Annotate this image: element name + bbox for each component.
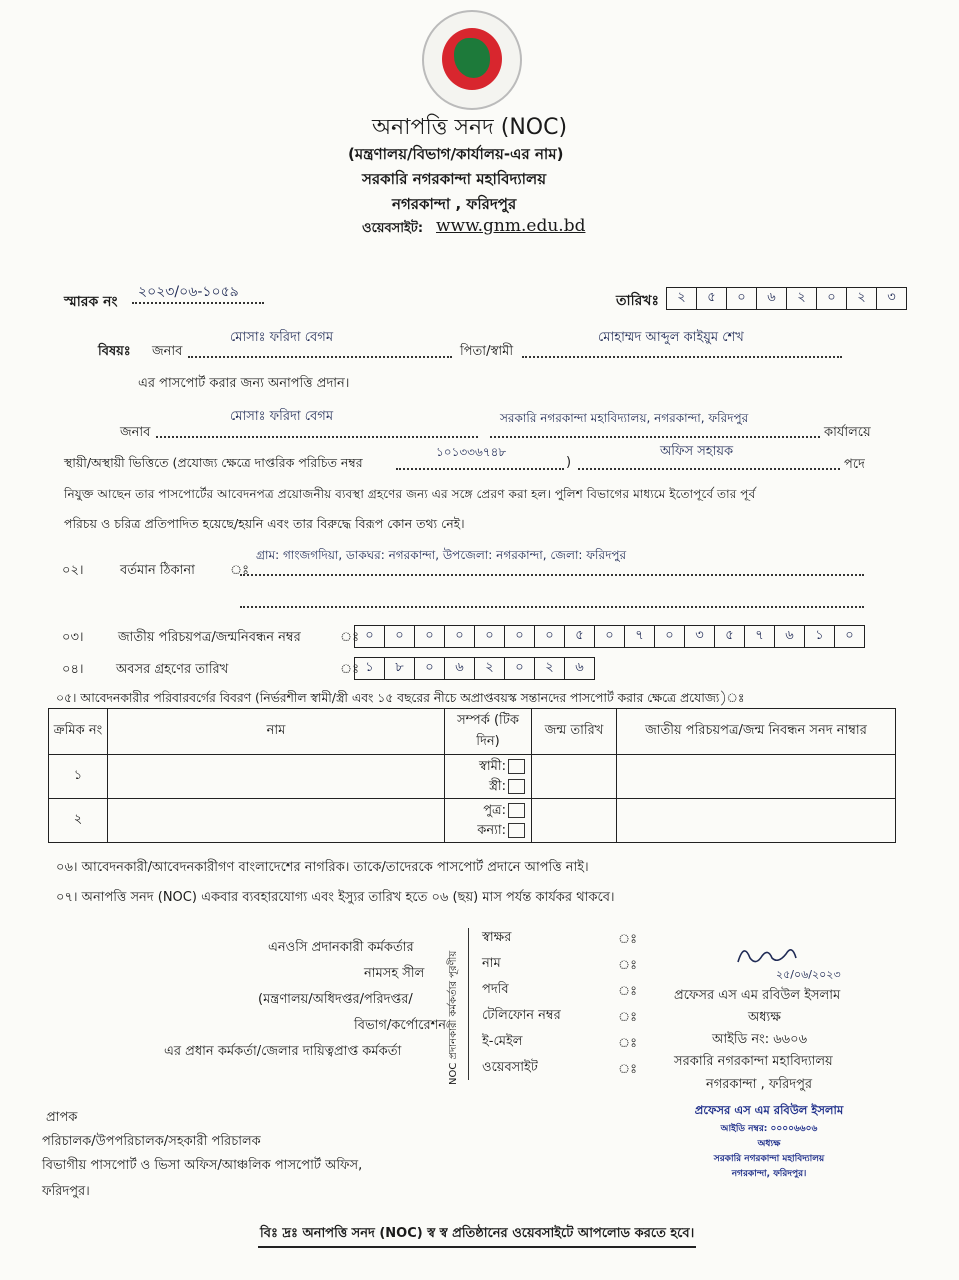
nid-digit: ৫ — [565, 626, 595, 647]
retire-digit: ২ — [475, 658, 505, 679]
field-designation: পদবি — [482, 982, 509, 997]
recipient-l1: পরিচালক/উপপরিচালক/সহকারী পরিচালক — [42, 1134, 261, 1149]
officer-l4: বিভাগ/কর্পোরেশন — [354, 1018, 447, 1033]
office-suffix: কার্যালয়ে — [824, 425, 871, 440]
ref-label: স্মারক নং — [64, 294, 118, 310]
date-digit: ২ — [787, 288, 817, 309]
table-row: ১ স্বামী: স্ত্রী: — [49, 755, 896, 799]
date-digit: ৬ — [757, 288, 787, 309]
official-stamp: প্রফেসর এস এম রবিউল ইসলাম আইডি নম্বর: ০০০০৬৬০৬ অধ্যক্ষ সরকারি নগরকান্দা মহাবিদ্যালয় নগরকান্দা, ফরিদপুর। — [694, 1103, 844, 1179]
body-office: সরকারি নগরকান্দা মহাবিদ্যালয়, নগরকান্দা, ফরিদপুর — [500, 411, 749, 425]
line2-suffix: পদে — [844, 457, 865, 472]
website-label: ওয়েবসাইট: — [362, 221, 424, 236]
note-06: ০৬। আবেদনকারী/আবেদনকারীগণ বাংলাদেশের নাগরিক। তাকে/তাদেরকে পাসপোর্ট প্রদানে আপত্তি নাই। — [56, 860, 589, 875]
retire-digit: ৬ — [445, 658, 475, 679]
subject-suffix: এর পাসপোর্ট করার জন্য অনাপত্তি প্রদান। — [138, 376, 350, 391]
field-phone: টেলিফোন নম্বর — [482, 1008, 561, 1023]
body-line2: স্থায়ী/অস্থায়ী ভিত্তিতে (প্রযোজ্য ক্ষেত্রে দাপ্তরিক পরিচিত নম্বর — [64, 455, 363, 470]
retire-digit: ০ — [415, 658, 445, 679]
nid-digit: ৫ — [715, 626, 745, 647]
date-digit: ০ — [817, 288, 847, 309]
body-line3: নিযুক্ত আছেন তার পাসপোর্টের আবেদনপত্র প্রয়োজনীয় ব্যবস্থা গ্রহণের জন্য এর সঙ্গে প্রেরণ করা হল। পুলিশ বিভাগের মাধ্যমে ইতোপূর্বে তার পূর্ব — [64, 487, 756, 501]
son-checkbox[interactable] — [508, 803, 525, 818]
noc-document: অনাপত্তি সনদ (NOC) (মন্ত্রণালয়/বিভাগ/কার্যালয়-এর নাম) সরকারি নগরকান্দা মহাবিদ্যালয় নগরকান্দা , ফরিদপুর ওয়েবসাইট: www.gnm.edu.bd স্মারক নং ২০২৩/০৬-১০৫৯ তারিখঃ ২ ৫ ০ ৬ ২ ০ ২ ৩ বিষয়ঃ জনাব মোসাঃ ফরিদা বেগম পিতা/স্বামী মোহাম্মদ আব্দুল কাইয়ুম শেখ এর পাসপোর্ট করার জন্য অনাপত্তি প্রদান। জনাব মোসাঃ ফরিদা বেগম সরকারি নগরকান্দা মহাবিদ্যালয়, নগরকান্দা, ফরিদপুর কার্যালয়ে স্থায়ী/অস্থায়ী ভিত্তিতে (প্রযোজ্য ক্ষেত্রে দাপ্তরিক পরিচিত নম্বর ১০১৩৩৬৭৪৮ ) অফিস সহায়ক পদে নিযুক্ত আছেন তার পাসপোর্টের আবেদনপত্র প্রয়োজনীয় ব্যবস্থা গ্রহণের জন্য এর সঙ্গে প্রেরণ করা হল। পুলিশ বিভাগের মাধ্যমে ইতোপূর্বে তার পূর্ব পরিচয় ও চরিত্র প্রতিপাদিত হয়েছে/হয়নি এবং তার বিরুদ্ধে বিরূপ কোন তথ্য নেই। ০২। বর্তমান ঠিকানা ঃ গ্রাম: গাংজগদিয়া, ডাকঘর: নগরকান্দা, উপজেলা: নগরকান্দা, জেলা: ফরিদপুর ০৩। জাতীয় পরিচয়পত্র/জন্মনিবন্ধন নম্বর ঃ ০ ০ ০ ০ ০ ০ ০ ৫ ০ ৭ ০ ৩ ৫ ৭ ৬ ১ ০ ০৪। অবসর গ্রহণের তারিখ ঃ ১ ৮ ০ ৬ ২ ০ ২ ৬ ০৫। আবেদনকারীর পরিবারবর্গের বিবরণ (নির্ভরশীল স্বামী/স্ত্রী এবং ১৫ বছরের নীচে অপ্রাপ্তবয়স্ক সন্তানদের পাসপোর্ট করার ক্ষেত্রে প্রযোজ্য)ঃ ক্রমিক নং নাম সম্পর্ক (টিক দিন) জন্ম তারিখ জাতীয় পরিচয়পত্র/জন্ম নিবন্ধন সনদ নাম্বার ১ স্বামী: স্ত্রী: ২ পুত্র: কন্যা: ০৬। আবেদনকারী/আবেদনকারীগণ বাংলাদেশের নাগরিক। তাকে/তাদেরকে পাসপোর্ট প্রদানে আপত্তি নাই। ০৭। অনাপত্তি সনদ (NOC) একবার ব্যবহারযোগ্য এবং ইস্যুর তারিখ হতে ০৬ (ছয়) মাস পর্যন্ত কার্যকর থাকবে। এনওসি প্রদানকারী কর্মকর্তার নামসহ সীল (মন্ত্রণালয়/অধিদপ্তর/পরিদপ্তর/ বিভাগ/কর্পোরেশন এর প্রধান কর্মকর্তা/জেলার দায়িত্বপ্রাপ্ত কর্মকর্তা NOC প্রদানকারী কর্মকর্তার পূরণীয় স্বাক্ষর নাম পদবি টেলিফোন নম্বর ই-মেইল ওয়েবসাইট ঃ ঃ ঃ ঃ ঃ ঃ ২৫/০৬/২০২৩ প্রফেসর এস এম রবিউল ইসলাম অধ্যক্ষ আইডি নং: ৬৬০৬ সরকারি নগরকান্দা মহাবিদ্যালয় নগরকান্দা , ফরিদপুর প্রফেসর এস এম রবিউল ইসলাম আইডি নম্বর: ০০০০৬৬০৬ অধ্যক্ষ সরকারি নগরকান্দা মহাবিদ্যালয় নগরকান্দা, ফরিদপুর। প্রাপক পরিচালক/উপপরিচালক/সহকারী পরিচালক বিভাগীয় পাসপোর্ট ও ভিসা অফিস/আঞ্চলিক পাসপোর্ট অফিস, ফরিদপুর। বিঃ দ্রঃ অনাপত্তি সনদ (NOC) স্ব স্ব প্রতিষ্ঠানের ওয়েবসাইটে আপলোড করতে হবে। — [0, 0, 959, 1280]
signer-place: নগরকান্দা , ফরিদপুর — [706, 1077, 813, 1092]
retire-num: ০৪। — [62, 662, 84, 677]
wife-checkbox[interactable] — [508, 779, 525, 794]
family-table — [48, 708, 896, 843]
document-title: অনাপত্তি সনদ (NOC) — [372, 115, 568, 140]
nid-digit: ৭ — [745, 626, 775, 647]
issue-date-boxes — [666, 287, 907, 310]
signer-college: সরকারি নগরকান্দা মহাবিদ্যালয় — [674, 1054, 833, 1069]
address-label: বর্তমান ঠিকানা — [120, 563, 195, 578]
retire-digit: ২ — [535, 658, 565, 679]
official-id: ১০১৩৩৬৭৪৮ — [436, 445, 507, 459]
institution-location: নগরকান্দা , ফরিদপুর — [392, 195, 517, 213]
nid-digit: ৬ — [775, 626, 805, 647]
date-label: তারিখঃ — [616, 293, 659, 309]
table-row: ২ পুত্র: কন্যা: — [49, 799, 896, 843]
government-seal-logo — [422, 10, 522, 110]
officer-l1: এনওসি প্রদানকারী কর্মকর্তার — [268, 940, 414, 955]
retire-digit: ১ — [355, 658, 385, 679]
field-name: নাম — [482, 956, 501, 971]
retire-label: অবসর গ্রহণের তারিখ — [116, 662, 229, 677]
family-label: ০৫। আবেদনকারীর পরিবারবর্গের বিবরণ (নির্ভরশীল স্বামী/স্ত্রী এবং ১৫ বছরের নীচে অপ্রাপ্তবয়স্ক সন্তানদের পাসপোর্ট করার ক্ষেত্রে প্রযোজ্য)ঃ — [56, 691, 745, 705]
ministry-subtitle: (মন্ত্রণালয়/বিভাগ/কার্যালয়-এর নাম) — [348, 145, 564, 163]
nid-digit: ০ — [415, 626, 445, 647]
website-link[interactable]: www.gnm.edu.bd — [436, 216, 586, 236]
signer-id: আইডি নং: ৬৬০৬ — [712, 1032, 808, 1047]
retire-date-boxes — [354, 657, 595, 680]
note-07: ০৭। অনাপত্তি সনদ (NOC) একবার ব্যবহারযোগ্য এবং ইস্যুর তারিখ হতে ০৬ (ছয়) মাস পর্যন্ত কার্যকর থাকবে। — [56, 890, 615, 905]
retire-digit: ৬ — [575, 660, 584, 675]
nid-label: জাতীয় পরিচয়পত্র/জন্মনিবন্ধন নম্বর — [118, 630, 301, 645]
nid-digit: ০ — [845, 628, 854, 643]
signer-title: অধ্যক্ষ — [748, 1010, 781, 1025]
field-website: ওয়েবসাইট — [482, 1060, 538, 1075]
signer-name: প্রফেসর এস এম রবিউল ইসলাম — [674, 988, 841, 1003]
col-relation: সম্পর্ক (টিক দিন) — [445, 709, 532, 755]
recipient-label: প্রাপক — [46, 1110, 78, 1125]
officer-vertical-label: NOC প্রদানকারী কর্মকর্তার পূরণীয় — [448, 950, 459, 1085]
date-digit: ৩ — [887, 290, 896, 305]
nid-digit: ১ — [805, 626, 835, 647]
date-digit: ৫ — [697, 288, 727, 309]
father-name: মোহাম্মদ আব্দুল কাইয়ুম শেখ — [598, 330, 744, 345]
officer-l3: (মন্ত্রণালয়/অধিদপ্তর/পরিদপ্তর/ — [258, 992, 413, 1007]
designation-value: অফিস সহায়ক — [660, 444, 734, 459]
sign-date: ২৫/০৬/২০২৩ — [776, 968, 841, 981]
retire-digit: ৮ — [385, 658, 415, 679]
recipient-l3: ফরিদপুর। — [42, 1184, 90, 1199]
date-digit: ২ — [847, 288, 877, 309]
col-serial: ক্রমিক নং — [49, 709, 108, 755]
col-nid: জাতীয় পরিচয়পত্র/জন্ম নিবন্ধন সনদ নাম্বার — [617, 709, 896, 755]
address-num: ০২। — [62, 563, 84, 578]
father-label: পিতা/স্বামী — [460, 344, 514, 359]
officer-l2: নামসহ সীল — [364, 966, 425, 981]
col-name: নাম — [108, 709, 445, 755]
nid-digit: ৩ — [685, 626, 715, 647]
field-signature: স্বাক্ষর — [482, 930, 512, 945]
ref-number: ২০২৩/০৬-১০৫৯ — [138, 284, 239, 300]
field-email: ই-মেইল — [482, 1034, 523, 1049]
address-value: গ্রাম: গাংজগদিয়া, ডাকঘর: নগরকান্দা, উপজেলা: নগরকান্দা, জেলা: ফরিদপুর — [256, 548, 627, 562]
nid-digit: ০ — [445, 626, 475, 647]
nid-num: ০৩। — [62, 630, 84, 645]
footer-note: বিঃ দ্রঃ অনাপত্তি সনদ (NOC) স্ব স্ব প্রতিষ্ঠানের ওয়েবসাইটে আপলোড করতে হবে। — [258, 1224, 696, 1248]
applicant-name: মোসাঃ ফরিদা বেগম — [230, 330, 334, 345]
nid-digit: ০ — [355, 626, 385, 647]
nid-digit: ০ — [505, 626, 535, 647]
body-prefix: জনাব — [120, 425, 151, 440]
nid-digit: ০ — [385, 626, 415, 647]
husband-checkbox[interactable] — [508, 759, 525, 774]
date-digit: ২ — [667, 288, 697, 309]
recipient-l2: বিভাগীয় পাসপোর্ট ও ভিসা অফিস/আঞ্চলিক পাসপোর্ট অফিস, — [42, 1158, 363, 1173]
col-dob: জন্ম তারিখ — [532, 709, 617, 755]
nid-digit: ৭ — [625, 626, 655, 647]
date-digit: ০ — [727, 288, 757, 309]
institution-name: সরকারি নগরকান্দা মহাবিদ্যালয় — [362, 170, 547, 188]
nid-digit: ০ — [535, 626, 565, 647]
nid-digit: ০ — [475, 626, 505, 647]
daughter-checkbox[interactable] — [508, 823, 525, 838]
body-name: মোসাঃ ফরিদা বেগম — [230, 409, 334, 424]
nid-digit: ০ — [655, 626, 685, 647]
subject-prefix: জনাব — [152, 344, 183, 359]
nid-digit: ০ — [595, 626, 625, 647]
retire-digit: ০ — [505, 658, 535, 679]
subject-label: বিষয়ঃ — [98, 344, 131, 359]
body-line4: পরিচয় ও চরিত্র প্রতিপাদিত হয়েছে/হয়নি এবং তার বিরুদ্ধে বিরূপ কোন তথ্য নেই। — [64, 516, 465, 531]
officer-l5: এর প্রধান কর্মকর্তা/জেলার দায়িত্বপ্রাপ্ত কর্মকর্তা — [164, 1044, 402, 1059]
nid-boxes — [354, 625, 865, 648]
